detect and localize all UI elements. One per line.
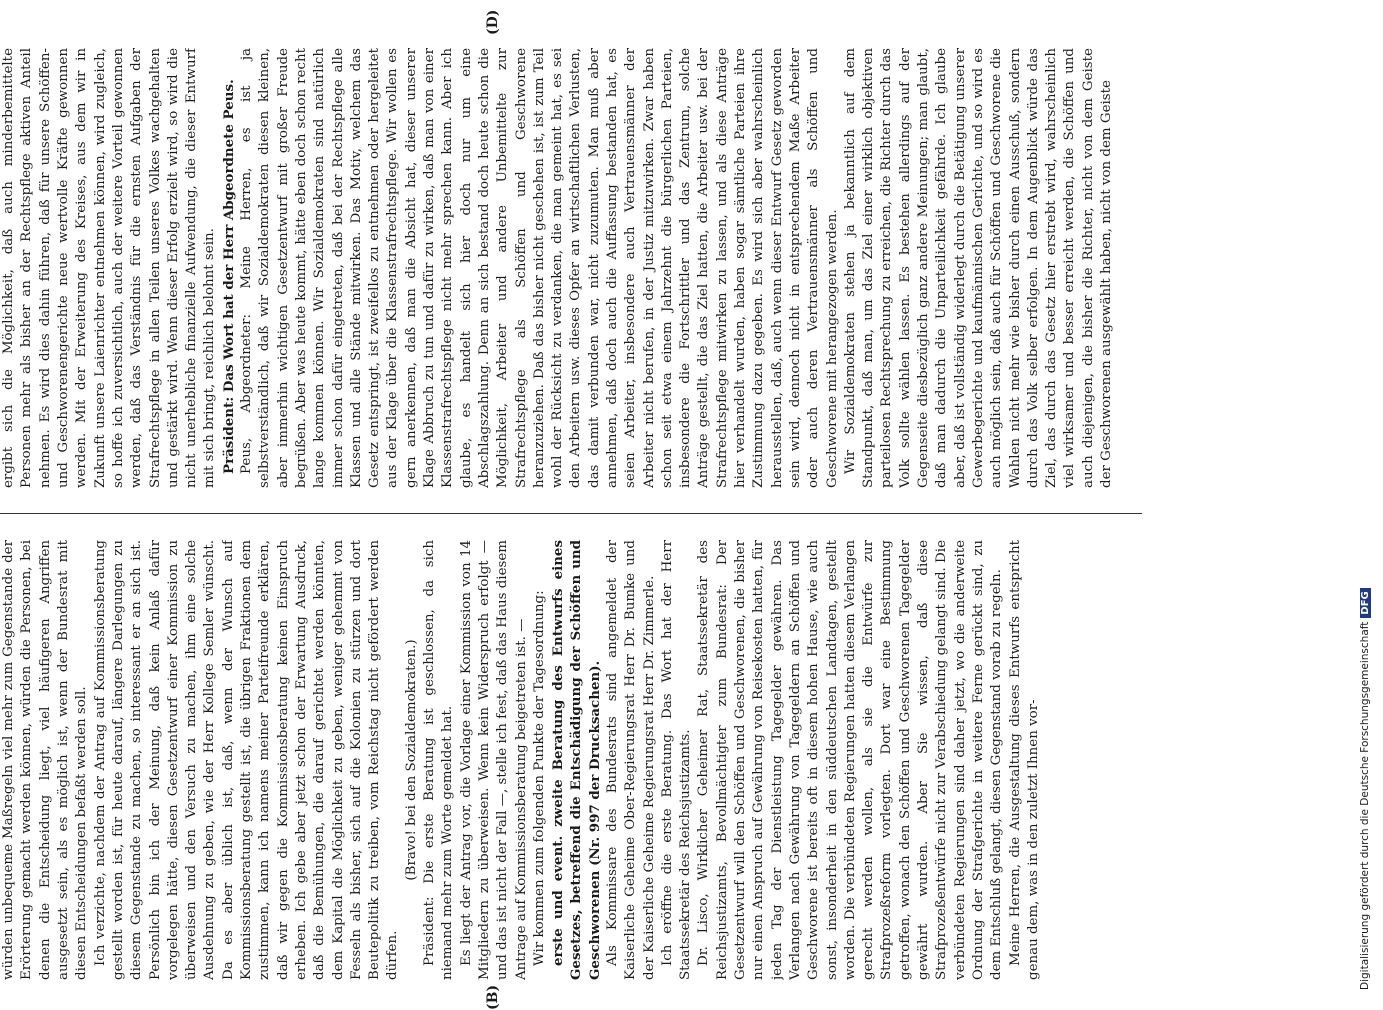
paragraph: erste und event. zweite Beratung des Entwurfs eines Gesetzes, betreffend die Entschädigung der Schöffen und Geschworenen (Nr. 997 der Drucksachen). [550,540,603,980]
paragraph: Präsident: Das Wort hat der Herr Abgeordnete Peus. [220,79,237,474]
paragraph: Dr. Lisco, Wirklicher Geheimer Rat, Staatssekretär des Reichsjustizamts, Bevollmächtigter zum Bundesrat: Der Gesetzentwurf will den Schöffen und Geschworenen, die bisher nur einen Anspruch auf Gewährung von Reisekosten hatten, für jeden Tag der Dienstleistung Tagegelder gewähren. Das Verlangen nach Gewährung von Tagegeldern an Schöffen und Geschworene ist bereits oft in diesem hohen Hause, wie auch sonst, insonderheit in den süddeutschen Landtagen, gestellt worden. Die verbündeten Regierungen hatten diesem Verlangen gerecht werden wollen, als sie die Entwürfe zur Strafprozeßreform vorlegten. Dort war eine Bestimmung getroffen, wonach den Schöffen und Geschworenen Tagegelder gewährt wurden. Aber Sie wissen, daß diese Strafprozeßentwürfe nicht zur Verabschiedung gelangt sind. Die verbündeten Regierungen sind daher jetzt, wo die anderweite Ordnung der Strafgerichte in weitere Ferne gerückt sind, zu dem Entschluß gelangt, diesen Gegenstand vorab zu regeln. [696,540,1005,980]
paragraph: Ich eröffne die erste Beratung. Das Wort hat der Herr Staatssekretär des Reichsjustizamts. [659,540,694,980]
paragraph: Meine Herren, die Ausgestaltung dieses Entwurfs entspricht genau dem, was in den zuletzt Ihnen vor- [1007,540,1041,980]
paragraph: Ich verzichte, nachdem der Antrag auf Kommissionsberatung gestellt worden ist, für heute darauf, längere Darlegungen zu diesem Gegenstande zu machen, so interessant er an sich ist. Persönlich bin ich der Meinung, daß kein Anlaß dafür vorgelegen hätte, diesen Gesetzentwurf einer Kommission zu überweisen und den Versuch zu machen, ihm eine solche Ausdehnung zu geben, wie der Herr Kollege Semler wünscht. Da es aber üblich ist, daß, wenn der Wunsch auf Kommissionsberatung gestellt ist, die übrigen Fraktionen dem zustimmen, kann ich namens meiner Parteifreunde erklären, daß wir gegen die Kommissionsberatung keinen Einspruch erheben. Ich gebe aber jetzt schon der Erwartung Ausdruck, daß die Bemühungen, die darauf gerichtet werden könnten, dem Kapital die Möglichkeit zu geben, weniger gehemmt von Fesseln als bisher, sich auf die Kolonien zu stürzen und dort Beutepolitik zu treiben, vom Reichstag nicht gefördert werden dürfen. [92,540,401,980]
paragraph: Peus, Abgeordneter: Meine Herren, es ist ja selbstverständlich, daß wir Sozialdemokraten diesen kleinen, aber immerhin wichtigen Gesetzentwurf mit großer Freude begrüßen. Aber was heute kommt, hätte eben doch schon recht lange kommen können. Wir Sozialdemokraten sind natürlich immer schon dafür eingetreten, daß bei der Rechtspflege alle Klassen und alle Stände mitwirken. Das Motiv, welchem das Gesetz entspringt, ist zweifellos zu entnehmen oder hergeleitet aus der Klage über die Klassenstrafrechtspflege. Wir wollen es gern anerkennen, daß man die Absicht hat, dieser unserer Klage Abbruch zu tun und dafür zu wirken, daß man von einer Klassenstrafrechtspflege nicht mehr sprechen kann. Aber ich glaube, es handelt sich hier doch nur um eine Abschlagszahlung. Denn an sich bestand doch heute schon die Möglichkeit, Arbeiter und andere Unbemittelte zur Strafrechtspflege als Schöffen und Geschworene heranzuziehen. Daß das bisher nicht geschehen ist, ist zum Teil wohl der Rücksicht zu verdanken, die man gemeint hat, es sei den Arbeitern usw. dieses Opfer an wirtschaftlichen Verlusten, das damit verbunden war, nicht zuzumuten. Man muß aber annehmen, daß doch auch die Auffassung bestanden hat, es seien Arbeiter, insbesondere auch Vertrauensmänner der Arbeiter nicht berufen, in der Justiz mitzuwirken. Zwar haben schon seit etwa einem Jahrzehnt die bürgerlichen Parteien, insbesondere die Fortschrittler und das Zentrum, solche Anträge gestellt, die das Ziel hatten, die Arbeiter usw. bei der Strafrechtspflege mitwirken zu lassen, und als diese Anträge hier verhandelt wurden, haben sogar sämtliche Parteien ihre Zustimmung dazu gegeben. Es wird sich aber wahrscheinlich herausstellen, daß, auch wenn dieser Entwurf Gesetz geworden sein wird, dennoch nicht in entsprechendem Maße Arbeiter oder auch deren Vertrauensmänner als Schöffen und Geschworene mit herangezogen werden. [239,48,840,488]
digitization-credit [1359,10,1379,990]
paragraph: Wir Sozialdemokraten stehen ja bekanntlich auf dem Standpunkt, daß man, um das Ziel einer wirklich objektiven parteilosen Rechtsprechung zu erreichen, die Richter durch das Volk sollte wählen lassen. Es bestehen allerdings auf der Gegenseite diesbezüglich ganz andere Meinungen; man glaubt, daß man dadurch die Unparteilichkeit gefährde. Ich glaube aber, daß ist vollständig widerlegt durch die Betätigung unserer Gewerbegerichte und kaufmännischen Gerichte, und so wird es auch möglich sein, daß auch für Schöffen und Geschworene die Wahlen nicht mehr wie bisher durch einen Ausschuß, sondern durch das Volk selber erfolgen. In dem Augenblick würde das Ziel, das durch das Gesetz hier erstrebt wird, wahrscheinlich viel wirksamer und besser erreicht werden, die Schöffen und auch diejenigen, die bisher die Richter, nicht von dem Geiste der Geschworenen ausgewählt haben, nicht von dem Geiste [842,48,1114,488]
margin-mark-d: (D) [485,9,501,35]
credit-text: Digitalisierung gefördert durch die Deutsche Forschungsgemeinschaft [1359,621,1371,990]
paragraph: würden unbequeme Maßregeln viel mehr zum Gegenstande der Erörterung gemacht werden können, würden die Personen, bei denen die Entscheidung liegt, viel häufigeren Angriffen ausgesetzt sein, als es möglich ist, wenn der Bundesrat mit diesen Entscheidungen befaßt werden soll. [1,540,90,980]
rotated-document-page [0,9,1155,1010]
paragraph: (Bravo! bei den Sozialdemokraten.) [403,639,419,881]
paragraph: Präsident: Die erste Beratung ist geschlossen, da sich niemand mehr zum Worte gemeldet hat. [422,540,456,980]
paragraph: ergibt sich die Möglichkeit, daß auch minderbemittelte Personen mehr als bisher an der Rechtspflege aktiven Anteil nehmen. Es wird dies dahin führen, daß für unsere Schöffen- und Geschworenengerichte neue wertvolle Kräfte gewonnen werden. Mit der Erweiterung des Kreises, aus dem wir in Zukunft unsere Laienrichter entnehmen können, wird zugleich, so hoffe ich zuversichtlich, auch der weitere Vorteil gewonnen werden, daß das Verständnis für die ernsten Aufgaben der Strafrechtspflege in allen Teilen unseres Volkes wachgehalten und gestärkt wird. Wenn dieser Erfolg erzielt wird, so wird die nicht unerhebliche finanzielle Aufwendung, die dieser Entwurf mit sich bringt, reichlich belohnt sein. [1,48,218,488]
paragraph: Wir kommen zum folgenden Punkte der Tagesordnung: [531,590,547,966]
right-text-column [0,48,1142,488]
margin-mark-b: (B) [485,984,501,1010]
paragraph: Als Kommissare des Bundesrats sind angemeldet der Kaiserliche Geheime Ober-Regierungsrat Herr Dr. Bumke und der Kaiserliche Geheime Regierungsrat Herr Dr. Zimmerle. [604,540,657,980]
left-text-column [0,540,1142,980]
paragraph: Es liegt der Antrag vor, die Vorlage einer Kommission von 14 Mitgliedern zu überweisen. Wenn kein Widerspruch erfolgt — und das ist nicht der Fall —, stelle ich fest, daß das Haus diesem Antrage auf Kommissionsberatung beigetreten ist. — [458,540,529,980]
column-divider [0,513,1142,514]
dfg-logo: DFG [1360,588,1371,617]
